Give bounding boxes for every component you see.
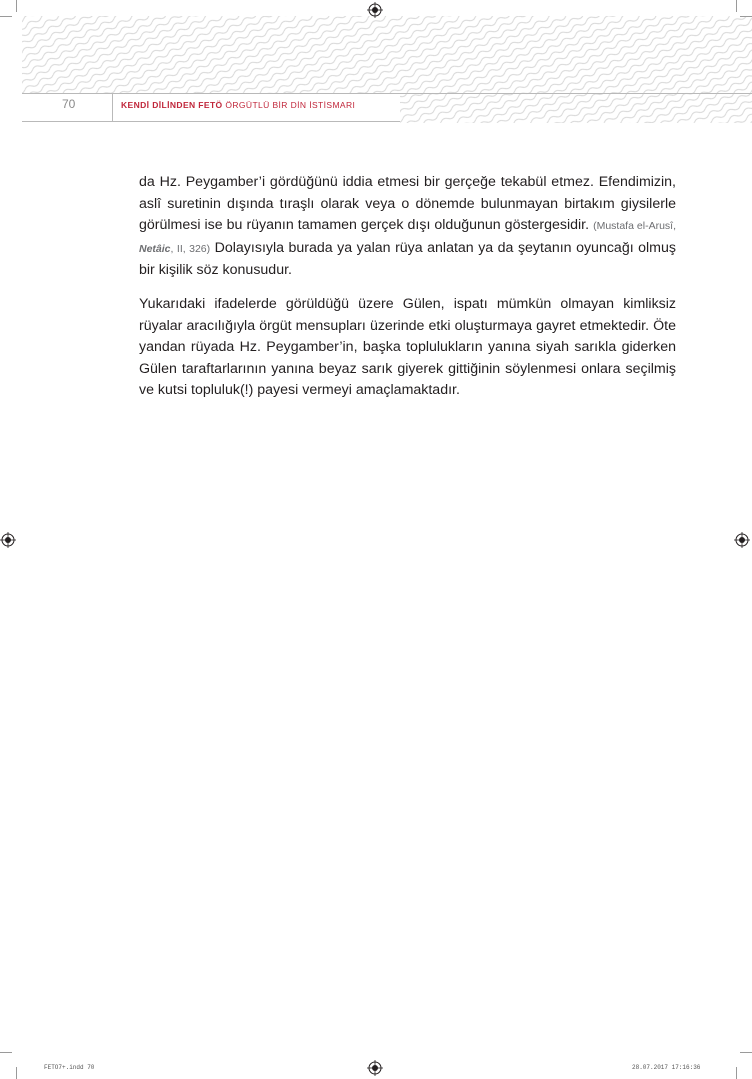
crop-mark: [740, 16, 752, 17]
crop-mark: [16, 0, 17, 12]
crop-mark: [16, 1067, 17, 1079]
footer-date-info: 28.07.2017 17:16:36: [632, 1064, 701, 1071]
paragraph: Yukarıdaki ifadelerde görüldüğü üzere Gülen, ispatı mümkün olmayan kimliksiz rüyalar aracılığıyla örgüt mensupları üzerinde etki oluşturmaya gayret etmektedir. Öte yandan rüyada Hz. Peygamber’in, başka toplulukların yanına siyah sarıkla giderken Gülen taraftarlarının yanına beyaz sarık giyerek gittiğinin söylenmesi onlara seçilmiş ve kutsi topluluk(!) payesi vermeyi amaçlamaktadır.: [139, 295, 676, 399]
crop-mark: [0, 16, 12, 17]
running-head: [121, 100, 355, 110]
citation-author: (Mustafa el-Arusî,: [593, 220, 677, 233]
crop-mark: [736, 0, 737, 12]
registration-mark-icon: [367, 2, 383, 18]
header-rule-bottom: [22, 121, 400, 122]
running-head-light: ÖRGÜTLÜ BİR DİN İSTİSMARI: [222, 100, 356, 110]
registration-mark-icon: [367, 1060, 383, 1076]
header-rule-top: [22, 93, 752, 94]
registration-mark-icon: [0, 532, 16, 548]
paragraph-text: da Hz. Peygamber’i gördüğünü iddia etmesi bir gerçeğe tekabül etmez. Efendimizin, aslî suretinin dışında tıraşlı olarak veya o dönemde bulunmayan birtakım giysilerle görülmesi ise bu rüyanın tamamen gerçek dışı olduğunun göstergesidir.: [139, 174, 676, 234]
paragraph-text: Dolayısıyla burada ya yalan rüya anlatan ya da şeytanın oyuncağı olmuş bir kişilik söz konusudur.: [139, 239, 676, 279]
header-divider: [112, 93, 113, 121]
registration-mark-icon: [734, 532, 750, 548]
citation-rest: , II, 326): [170, 242, 211, 255]
crop-mark: [736, 1067, 737, 1079]
page-number: 70: [62, 97, 76, 111]
paragraph: [139, 172, 676, 282]
crop-mark: [0, 1052, 12, 1053]
footer-file-info: FETO7+.indd 70: [44, 1064, 95, 1071]
citation-title: Netâic: [139, 242, 171, 255]
crop-mark: [740, 1052, 752, 1053]
running-head-bold: KENDİ DİLİNDEN FETÖ: [121, 100, 223, 110]
body-text: [139, 172, 676, 414]
